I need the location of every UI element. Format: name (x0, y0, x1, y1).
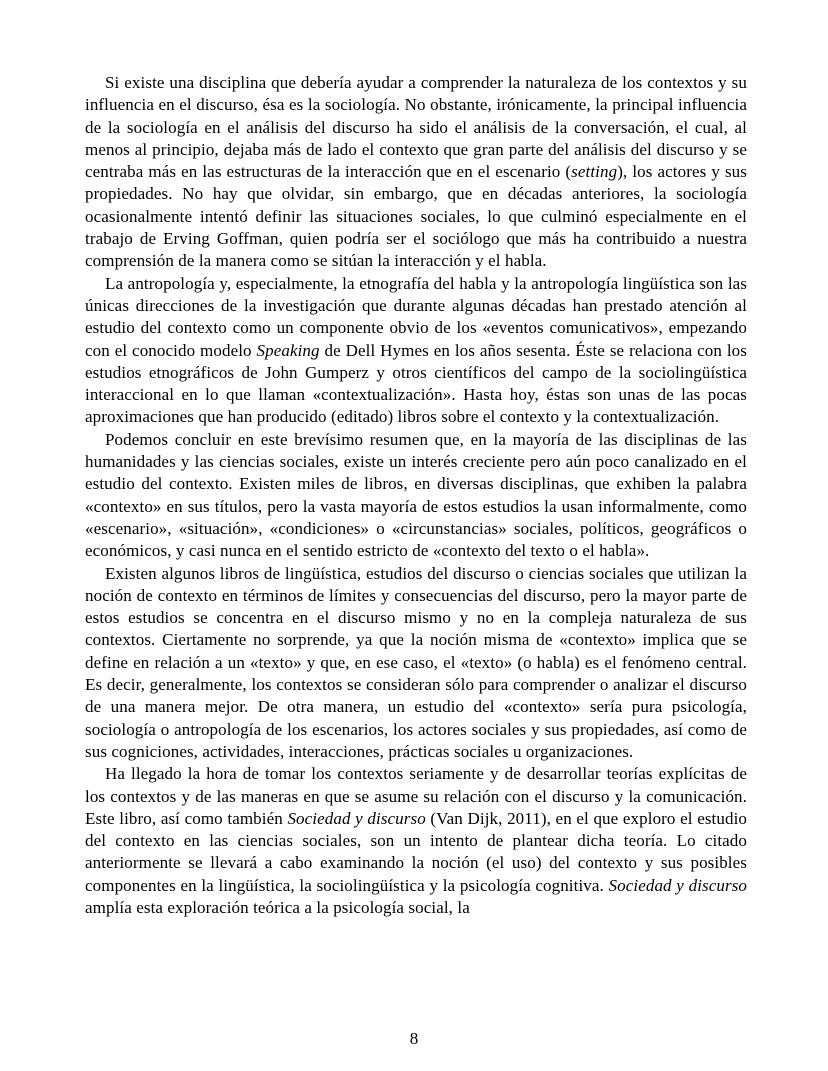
body-text: ), los actores y sus propiedades. No hay que olvidar, sin embargo, que en décadas anteriores, la sociología ocasionalmente intentó definir las situaciones sociales, lo que culminó especialmente en el trabajo de Erving Goffman, quien podría ser el sociólogo que más ha contribuido a nuestra comprensión de la manera como se sitúan la interacción y el habla. (85, 162, 747, 271)
paragraph (85, 763, 747, 919)
italic-text: Sociedad y discurso (608, 875, 748, 895)
text-block (85, 72, 747, 919)
page-number: 8 (409, 1029, 419, 1048)
paragraph (85, 563, 747, 764)
body-text: amplía esta exploración teórica a la psicología social, la (85, 897, 470, 917)
body-text: Si existe una disciplina que debería ayudar a comprender la naturaleza de los contextos y su influencia en el discurso, ésa es la sociología. No obstante, irónicamente, la principal influencia de la sociología en el análisis del discurso ha sido el análisis de la conversación, el cual, al menos al principio, dejaba más de lado el contexto que gran parte del análisis del discurso y se centraba más en las estructuras de la interacción que en el escenario ( (85, 73, 747, 182)
paragraph (85, 72, 747, 273)
body-text: Podemos concluir en este brevísimo resumen que, en la mayoría de las disciplinas de las humanidades y las ciencias sociales, existe un interés creciente pero aún poco canalizado en el estudio del contexto. Existen miles de libros, en diversas disciplinas, que exhiben la palabra «contexto» en sus títulos, pero la vasta mayoría de estos estudios la usan informalmente, como «escenario», «situación», «condiciones» o «circunstancias» sociales, políticos, geográficos o económicos, y casi nunca en el sentido estricto de «contexto del texto o el habla». (85, 429, 747, 561)
body-text: Existen algunos libros de lingüística, estudios del discurso o ciencias sociales que utilizan la noción de contexto en términos de límites y consecuencias del discurso, pero la mayor parte de estos estudios se concentra en el discurso mismo y no en la compleja naturaleza de sus contextos. Ciertamente no sorprende, ya que la noción misma de «contexto» implica que se define en relación a un «texto» y que, en ese caso, el «texto» (o habla) es el fenómeno central. Es decir, generalmente, los contextos se consideran sólo para comprender o analizar el discurso de una manera mejor. De otra manera, un estudio del «contexto» sería pura psicología, sociología o antropología de los escenarios, los actores sociales y sus propiedades, así como de sus cogniciones, actividades, interacciones, prácticas sociales u organizaciones. (85, 563, 747, 761)
body-text: (Van Dijk, 2011), en el que exploro el estudio del contexto en las ciencias sociales, son un intento de plantear dicha teoría. Lo citado anteriormente se llevará a cabo examinando la noción (el uso) del contexto y sus posibles componentes en la lingüística, la sociolingüística y la psicología cognitiva. (85, 808, 748, 895)
paragraph (85, 429, 747, 563)
body-text: La antropología y, especialmente, la etnografía del habla y la antropología lingüística son las únicas direcciones de la investigación que durante algunas décadas han prestado atención al estudio del contexto como un componente obvio de los «eventos comunicativos», empezando con el conocido modelo (85, 273, 747, 360)
body-text: de Dell Hymes en los años sesenta. Éste se relaciona con los estudios etnográficos de John Gumperz y otros científicos del campo de la sociolingüística interaccional en lo que llaman «contextualización». Hasta hoy, éstas son unas de las pocas aproximaciones que han producido (editado) libros sobre el contexto y la contextualización. (85, 340, 747, 427)
italic-text: setting (571, 162, 618, 182)
italic-text: Speaking (256, 340, 320, 360)
paragraph (85, 273, 747, 429)
italic-text: Sociedad y discurso (287, 808, 426, 828)
body-text: Ha llegado la hora de tomar los contextos seriamente y de desarrollar teorías explícitas de los contextos y de las maneras en que se asume su relación con el discurso y la comunicación. Este libro, así como también (85, 764, 747, 828)
